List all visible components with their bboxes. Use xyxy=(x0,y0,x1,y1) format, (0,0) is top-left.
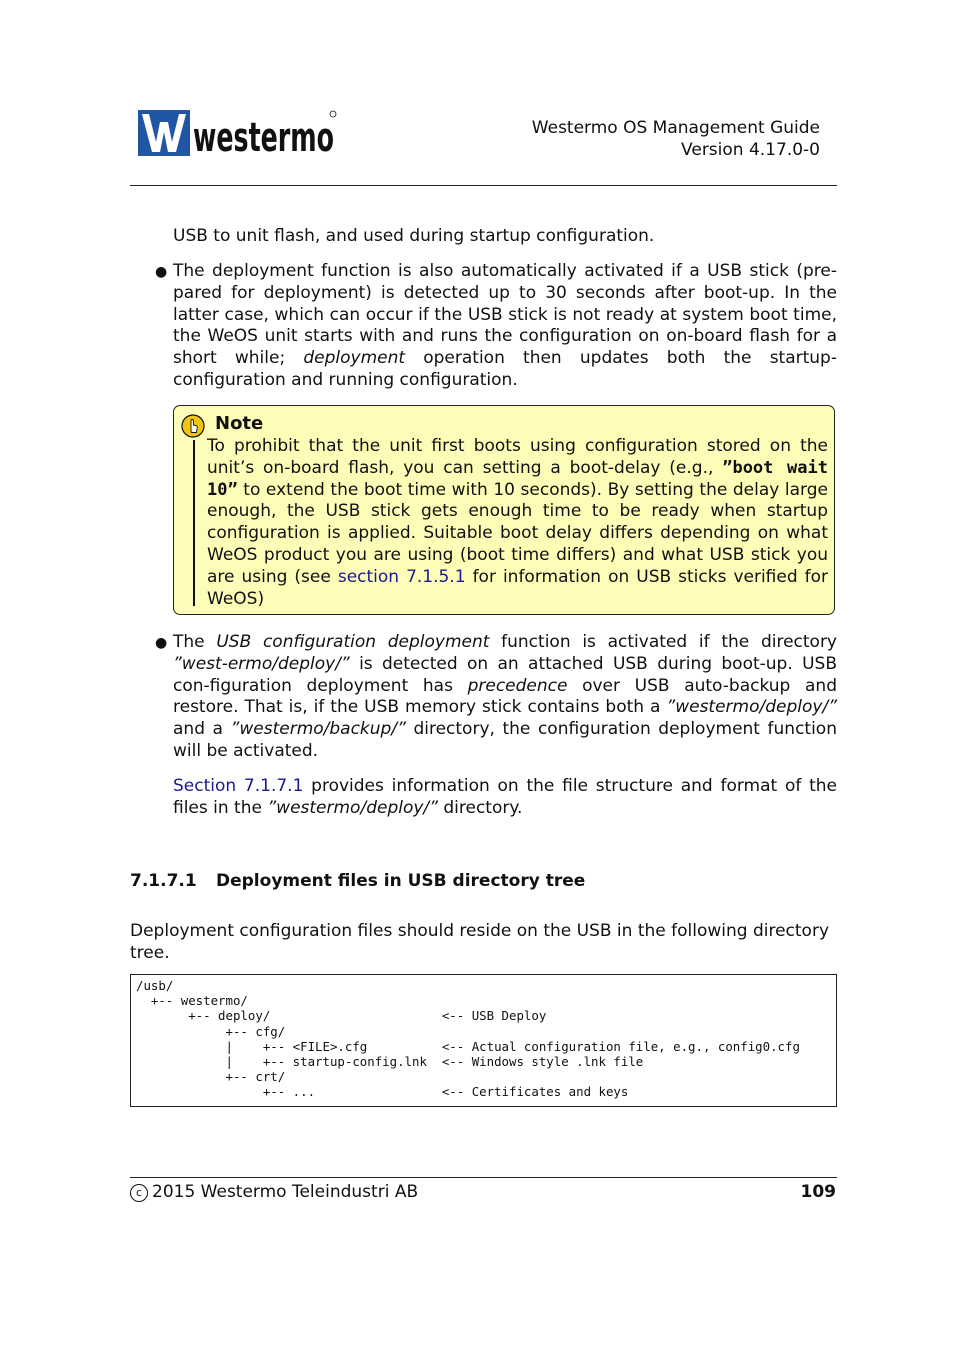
section-reference-paragraph: Section 7.1.7.1 provides information on the file structure and format of the files in the ”westermo/deploy/” directory. xyxy=(173,776,837,818)
section-title: Deployment files in USB directory tree xyxy=(216,871,586,891)
section-7-1-5-1-link[interactable]: section 7.1.5.1 xyxy=(337,566,466,587)
note-title: Note xyxy=(215,413,264,434)
header-rule xyxy=(130,185,837,186)
svg-text:westermo: westermo xyxy=(193,115,334,161)
section-heading xyxy=(130,871,585,891)
bullet-deployment-auto: The deployment function is also automatically activated if a USB stick (pre-pared for deployment) is detected up to 30 seconds after boot-up. In the latter case, which can occur if the USB stick is not ready at system boot time, the WeOS unit starts with and runs the configuration on on-board flash for a short while; deployment operation then updates both the startup-configuration and running configuration. xyxy=(173,261,837,390)
bullet-marker: ● xyxy=(155,635,168,651)
document-header xyxy=(532,117,820,161)
page-number: 109 xyxy=(800,1182,836,1202)
body-paragraph: Deployment configuration files should reside on the USB in the following directory tree. xyxy=(130,921,830,963)
guide-version: Version 4.17.0-0 xyxy=(681,140,820,160)
bullet-marker: ● xyxy=(155,264,168,280)
directory-tree-code: /usb/ +-- westermo/ +-- deploy/ <-- USB Deploy +-- cfg/ | +-- <FILE>.cfg <-- Actual configuration file, e.g., config0.cfg | +-- startup-config.lnk <-- Windows style .lnk file +-- crt/ +-- ... <-- Certificates and keys xyxy=(136,978,800,1100)
note-text: To prohibit that the unit first boots using configuration stored on the unit’s on-board flash, you can setting a boot-delay (e.g., ”boot wait 10” to extend the boot time with 10 seconds). By setting the delay large enough, the USB stick gets enough time to be ready when startup configuration is applied. Suitable boot delay differs depending on what WeOS product you are using (boot time differs) and what USB stick you are using (see section 7.1.5.1 for information on USB sticks verified for WeOS) xyxy=(207,436,829,609)
section-7-1-7-1-link[interactable]: Section 7.1.7.1 xyxy=(173,776,304,796)
copyright-icon: c xyxy=(130,1184,148,1202)
guide-title: Westermo OS Management Guide xyxy=(531,118,820,138)
emphasis-deployment: deployment xyxy=(303,348,406,369)
footer-copyright: c 2015 Westermo Teleindustri AB xyxy=(130,1182,418,1202)
boot-wait-command: ”boot wait 10” xyxy=(207,457,828,500)
bullet-usb-config-deployment: The USB configuration deployment function is activated if the directory ”west-ermo/deploy/” is detected on an attached USB during boot-up. USB con-figuration deployment has precedence over USB auto-backup and restore. That is, if the USB memory stick contains both a ”westermo/deploy/” and a ”westermo/backup/” directory, the configuration deployment function will be activated. xyxy=(173,632,837,761)
note-bar xyxy=(193,440,195,606)
westermo-logo xyxy=(138,108,338,161)
footer-rule xyxy=(130,1177,837,1178)
intro-line: USB to unit flash, and used during startup configuration. xyxy=(173,226,655,246)
section-number: 7.1.7.1 xyxy=(130,871,197,891)
hand-pointer-icon xyxy=(181,414,205,438)
